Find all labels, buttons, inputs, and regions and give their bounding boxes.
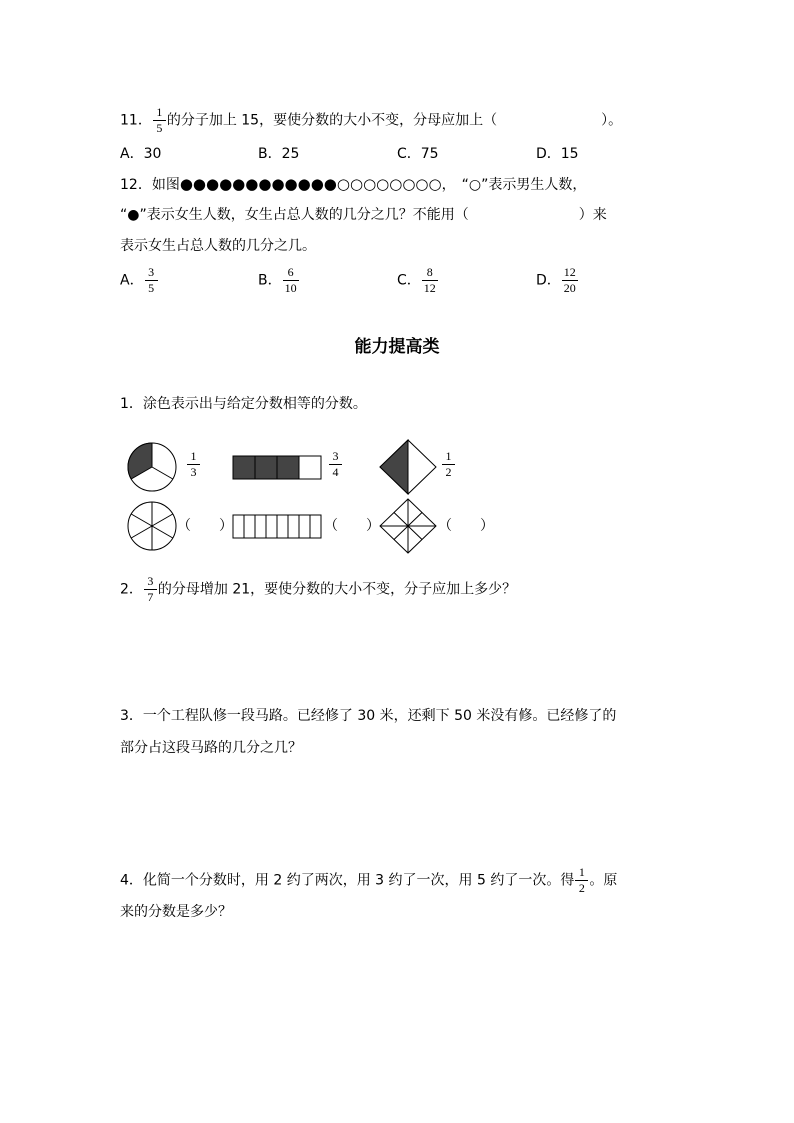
q11-option-c[interactable]: C．75 — [397, 146, 439, 162]
shaded-diamond-figure — [379, 439, 437, 495]
denominator: 2 — [578, 881, 585, 895]
q12-number: 12． — [120, 177, 152, 193]
circle-six-parts-figure[interactable] — [126, 500, 180, 552]
numerator: 1 — [445, 449, 452, 463]
option-prefix: D． — [536, 272, 561, 289]
q11-option-a[interactable]: A．30 — [120, 146, 162, 162]
p4-text: 4．化简一个分数时，用 2 约了两次，用 3 约了一次，用 5 约了一次。得 — [120, 872, 575, 889]
q12-line2 — [120, 205, 607, 225]
p2-fraction — [145, 575, 156, 604]
shaded-bar-figure — [232, 455, 324, 481]
p4-fraction — [576, 866, 587, 895]
numerator: 3 — [148, 265, 155, 279]
denominator: 20 — [563, 281, 576, 295]
q12-comma: ， — [441, 177, 456, 193]
p1-text: 1．涂色表示出与给定分数相等的分数。 — [120, 396, 367, 412]
q12-option-d[interactable] — [536, 266, 579, 295]
q12-line3: 表示女生占总人数的几分之几。 — [120, 238, 316, 254]
q11-option-b[interactable]: B．25 — [258, 146, 300, 162]
q12-empty-dots: ○○○○○○○○ — [336, 175, 442, 193]
q12-option-c-fraction — [423, 266, 437, 295]
q12-line2-end: ）来 — [578, 207, 607, 223]
q11-fraction-denominator: 5 — [156, 121, 163, 135]
denominator: 7 — [147, 590, 154, 604]
denominator: 4 — [332, 465, 339, 479]
q11-fraction — [154, 106, 165, 135]
q12-option-d-fraction — [563, 266, 577, 295]
option-prefix: B． — [258, 272, 282, 289]
p1-fraction-1 — [188, 450, 199, 479]
q12-option-a-fraction — [146, 266, 157, 295]
p4-line2: 来的分数是多少？ — [120, 904, 232, 920]
p2-number: 2． — [120, 581, 143, 598]
denominator: 2 — [445, 465, 452, 479]
p1-fraction-3 — [443, 450, 454, 479]
q12-filled-dots: ●●●●●●●●●●●● — [179, 175, 337, 193]
p1-blank-3[interactable]: （ ） — [438, 518, 494, 534]
q11-option-d[interactable]: D．15 — [536, 146, 579, 162]
p3-line2: 部分占这段马路的几分之几？ — [120, 740, 302, 756]
q12-line1 — [120, 174, 586, 195]
q12-intro: 如图 — [151, 177, 180, 193]
option-prefix: C． — [397, 272, 421, 289]
section-title: 能力提高类 — [354, 337, 440, 357]
diamond-eight-parts-figure[interactable] — [379, 498, 437, 554]
p1-blank-2[interactable]: （ ） — [324, 518, 380, 534]
numerator: 1 — [190, 449, 197, 463]
p2-question: 的分母增加 21，要使分数的大小不变，分子应加上多少？ — [157, 581, 517, 598]
denominator: 3 — [190, 465, 197, 479]
denominator: 10 — [284, 281, 297, 295]
p4-line1 — [120, 866, 617, 895]
shaded-circle-figure — [126, 441, 180, 493]
q11-text: 的分子加上 15，要使分数的大小不变，分母应加上（ — [166, 112, 498, 129]
denominator: 5 — [148, 281, 155, 295]
q11-fraction-numerator: 1 — [156, 105, 163, 119]
q12-option-c[interactable] — [397, 266, 439, 295]
p3-line1: 3．一个工程队修一段马路。已经修了 30 米，还剩下 50 米没有修。已经修了的 — [120, 708, 617, 724]
q12-option-a[interactable] — [120, 266, 159, 295]
numerator: 1 — [578, 865, 585, 879]
p1-blank-1[interactable]: （ ） — [177, 518, 233, 534]
q12-boy-symbol-text: “○”表示男生人数， — [461, 177, 587, 193]
p2-text — [120, 575, 516, 604]
numerator: 12 — [563, 265, 576, 279]
option-prefix: A． — [120, 272, 144, 289]
q12-option-b[interactable] — [258, 266, 300, 295]
q12-option-b-fraction — [284, 266, 298, 295]
q11-text-end: ）。 — [601, 112, 623, 129]
numerator: 8 — [426, 265, 433, 279]
q11-stem — [120, 106, 622, 135]
p4-text-end: 。原 — [589, 872, 618, 889]
bar-eight-parts-figure[interactable] — [232, 514, 324, 540]
denominator: 12 — [423, 281, 436, 295]
p1-fraction-2 — [330, 450, 341, 479]
numerator: 3 — [147, 574, 154, 588]
q11-number: 11． — [120, 112, 152, 129]
numerator: 6 — [287, 265, 294, 279]
numerator: 3 — [332, 449, 339, 463]
q12-line2-text: “●”表示女生人数，女生占总人数的几分之几？不能用（ — [120, 207, 469, 223]
